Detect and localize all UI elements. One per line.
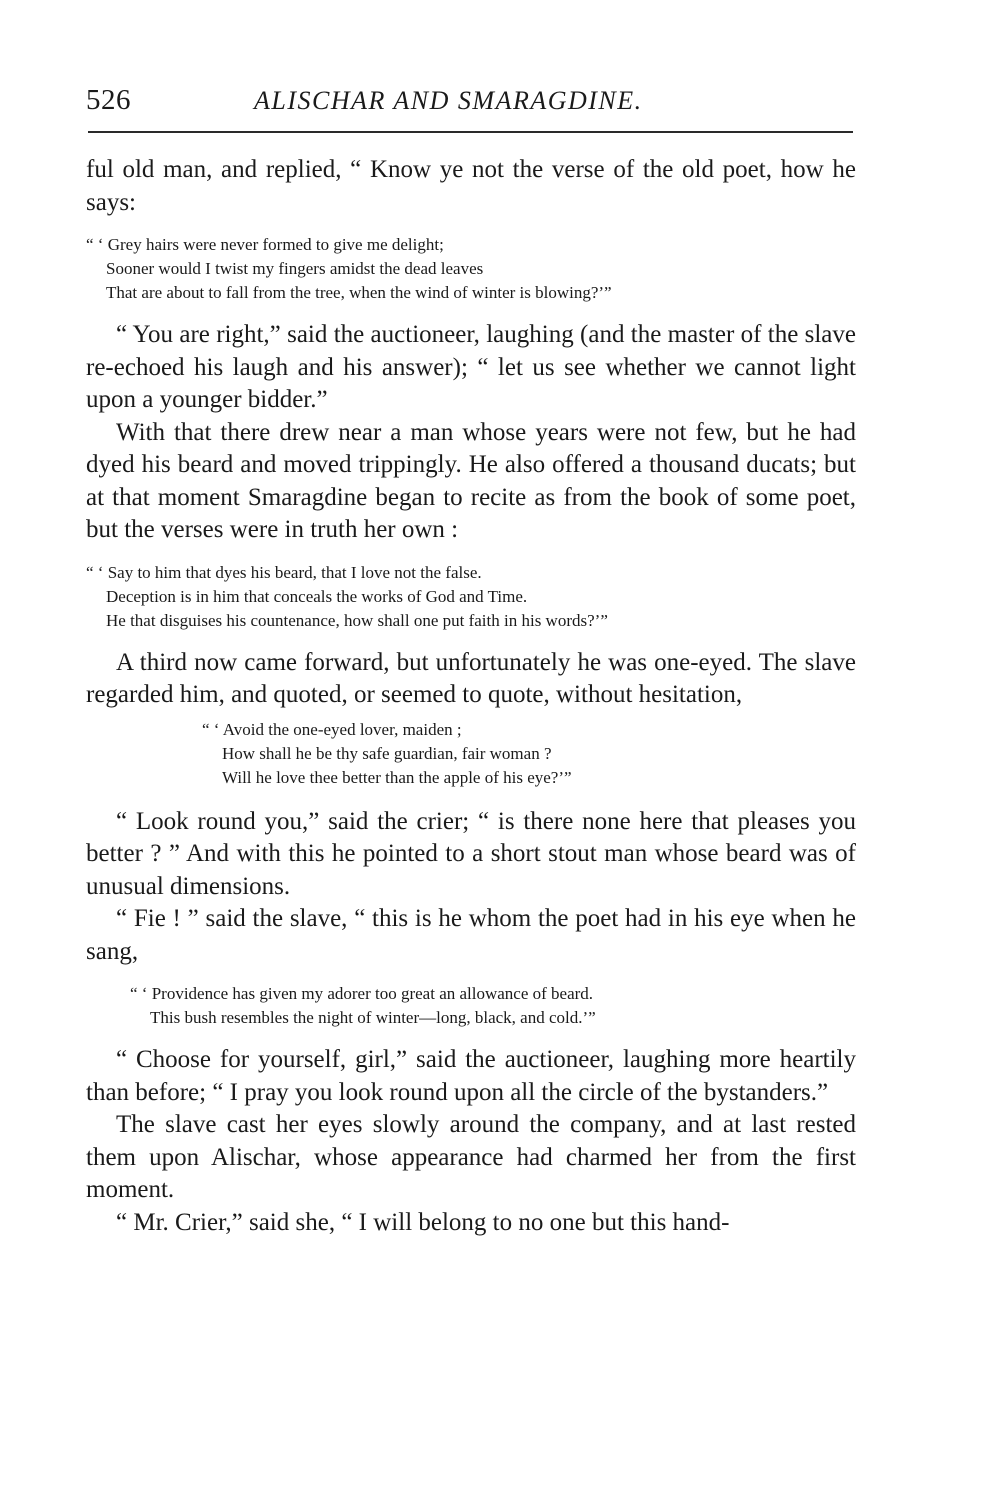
paragraph-2: “ You are right,” said the auctioneer, laughing (and the master of the slave re-echoed his laugh and his answer); “ let us see whether we cannot light upon a younger bidder.” <box>86 321 856 413</box>
paragraph-3: With that there drew near a man whose years were not few, but he had dyed his beard and moved trippingly. He also offered a thousand ducats; but at that moment Smaragdine began to recite as from the book of some poet, but the verses were in truth her own : <box>86 418 856 543</box>
verse-line: “ ‘ Avoid the one-eyed lover, maiden ; <box>202 719 462 739</box>
paragraph-4: A third now came forward, but unfortunately he was one-eyed. The slave regarded him, and quoted, or seemed to quote, without hesitation, <box>86 648 856 708</box>
verse-grey-hairs <box>86 233 856 305</box>
paragraph-9: “ Mr. Crier,” said she, “ I will belong to no one but this hand- <box>116 1208 730 1236</box>
verse-line: He that disguises his countenance, how shall one put faith in his words?’” <box>106 610 608 630</box>
page-header <box>86 84 856 124</box>
paragraph-5: “ Look round you,” said the crier; “ is there none here that pleases you better ? ” And with this he pointed to a short stout man whose beard was of unusual dimensions. <box>86 807 856 900</box>
verse-line: Deception is in him that conceals the works of God and Time. <box>106 586 528 606</box>
verse-line: “ ‘ Say to him that dyes his beard, that I love not the false. <box>86 562 482 582</box>
verse-one-eyed <box>86 718 856 790</box>
page-number: 526 <box>86 84 131 116</box>
verse-line: “ ‘ Grey hairs were never formed to give me delight; <box>86 235 444 254</box>
verse-line: How shall he be thy safe guardian, fair woman ? <box>222 743 552 763</box>
verse-line: “ ‘ Providence has given my adorer too great an allowance of beard. <box>130 984 594 1003</box>
verse-line: This bush resembles the night of winter—long, black, and cold.’” <box>150 1008 596 1027</box>
paragraph-8: The slave cast her eyes slowly around the company, and at last rested them upon Alischar, whose appearance had charmed her from the first moment. <box>86 1111 856 1203</box>
paragraph-7: “ Choose for yourself, girl,” said the auctioneer, laughing more heartily than before; “ I pray you look round upon all the circle of the bystanders.” <box>86 1046 856 1106</box>
header-rule <box>88 131 853 133</box>
verse-providence <box>86 982 856 1030</box>
verse-line: Will he love thee better than the apple of his eye?’” <box>222 767 572 787</box>
verse-line: Sooner would I twist my fingers amidst the dead leaves <box>106 259 484 278</box>
running-title: ALISCHAR AND SMARAGDINE. <box>254 86 643 115</box>
paragraph-1: ful old man, and replied, “ Know ye not the verse of the old poet, how he says: <box>86 156 856 216</box>
paragraph-6: “ Fie ! ” said the slave, “ this is he whom the poet had in his eye when he sang, <box>86 905 856 965</box>
verse-dyed-beard <box>86 561 856 633</box>
verse-line: That are about to fall from the tree, when the wind of winter is blowing?’” <box>106 283 612 302</box>
body-text <box>86 154 856 1239</box>
